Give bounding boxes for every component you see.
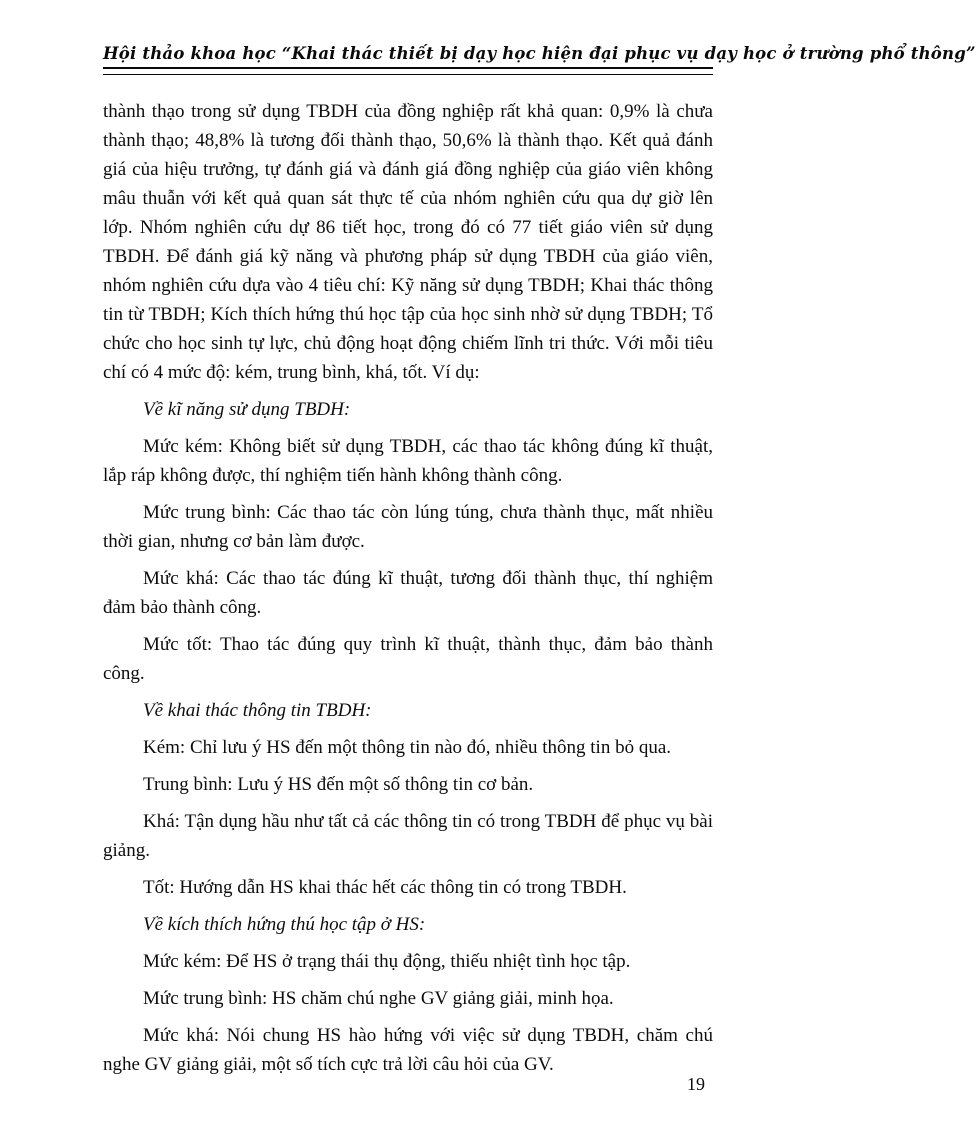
paragraph-level-poor-interest: Mức kém: Để HS ở trạng thái thụ động, thiếu nhiệt tình học tập. [143,951,631,972]
paragraph-level-good-info: Tốt: Hướng dẫn HS khai thác hết các thông tin có trong TBDH. [143,877,627,898]
paragraph-level-average-skill: Mức trung bình: Các thao tác còn lúng túng, chưa thành thục, mất nhiều thời gian, nhưng cơ bản làm được. [103,502,713,552]
paragraph-level-fair-info: Khá: Tận dụng hầu như tất cả các thông tin có trong TBDH để phục vụ bài giảng. [103,811,713,861]
page-header [103,44,976,75]
paragraph-level-average-info: Trung bình: Lưu ý HS đến một số thông tin cơ bản. [143,774,534,795]
paragraph-level-average-interest: Mức trung bình: HS chăm chú nghe GV giảng giải, minh họa. [143,988,614,1009]
paragraph-continuation: thành thạo trong sử dụng TBDH của đồng nghiệp rất khả quan: 0,9% là chưa thành thạo; 48,8% là tương đối thành thạo, 50,6% là thành thạo. Kết quả đánh giá của hiệu trưởng, tự đánh giá và đánh giá đồng nghiệp của giáo viên không mâu thuẫn với kết quả quan sát thực tế của nhóm nghiên cứu qua dự giờ lên lớp. Nhóm nghiên cứu dự 86 tiết học, trong đó có 77 tiết giáo viên sử dụng TBDH. Để đánh giá kỹ năng và phương pháp sử dụng TBDH của giáo viên, nhóm nghiên cứu dựa vào 4 tiêu chí: Kỹ năng sử dụng TBDH; Khai thác thông tin từ TBDH; Kích thích hứng thú học tập của học sinh nhờ sử dụng TBDH; Tổ chức cho học sinh tự lực, chủ động hoạt động chiếm lĩnh tri thức. Với mỗi tiêu chí có 4 mức độ: kém, trung bình, khá, tốt. Ví dụ: [103,101,713,383]
paragraph-level-poor-info: Kém: Chỉ lưu ý HS đến một thông tin nào đó, nhiều thông tin bỏ qua. [143,737,672,758]
header-double-rule [103,67,713,75]
section-heading-student-interest: Về kích thích hứng thú học tập ở HS: [143,914,426,935]
paragraph-level-fair-interest: Mức khá: Nói chung HS hào hứng với việc sử dụng TBDH, chăm chú nghe GV giảng giải, một số tích cực trả lời câu hỏi của GV. [103,1025,713,1075]
section-heading-skill-usage: Về kĩ năng sử dụng TBDH: [143,399,351,420]
paragraph-level-fair-skill: Mức khá: Các thao tác đúng kĩ thuật, tương đối thành thục, thí nghiệm đảm bảo thành công. [103,568,713,618]
paragraph-level-good-skill: Mức tốt: Thao tác đúng quy trình kĩ thuật, thành thục, đảm bảo thành công. [103,634,713,684]
section-heading-information-exploitation: Về khai thác thông tin TBDH: [143,700,372,721]
conference-header-title: Hội thảo khoa học “Khai thác thiết bị dạy học hiện đại phục vụ dạy học ở trường phổ thông” [103,44,976,63]
document-body [103,97,713,1087]
page-number: 19 [687,1074,705,1094]
paragraph-level-poor-skill: Mức kém: Không biết sử dụng TBDH, các thao tác không đúng kĩ thuật, lắp ráp không được, thí nghiệm tiến hành không thành công. [103,436,713,486]
